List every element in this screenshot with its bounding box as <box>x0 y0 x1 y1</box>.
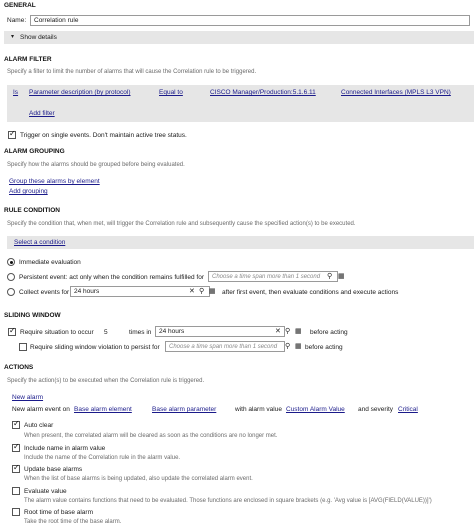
evaluate-value-description: The alarm value contains functions that need to be evaluated. Those functions are enclosed in square brackets (e.g. 'Avg value is [AVG(FIELD(VALUE))]') <box>24 498 432 504</box>
include-name-label: Include name in alarm value <box>24 445 106 452</box>
require-violation-label: Require sliding window violation to persist for <box>30 344 160 351</box>
require-situation-checkbox[interactable] <box>8 328 16 336</box>
collect-events-label: Collect events for <box>19 289 70 296</box>
update-base-alarms-label: Update base alarms <box>24 466 83 473</box>
update-base-alarms-description: When the list of base alarms is being updated, also update the correlated alarm event. <box>24 476 253 482</box>
times-in-label: times in <box>129 329 152 336</box>
root-time-label: Root time of base alarm <box>24 509 94 516</box>
actions-heading: ACTIONS <box>4 364 34 371</box>
show-details-label: Show details <box>20 34 57 41</box>
severity-link[interactable]: Critical <box>398 406 418 413</box>
show-details-bar[interactable] <box>4 31 474 44</box>
alarm-filter-description: Specify a filter to limit the number of alarms that will cause the Correlation rule to be triggered. <box>7 69 257 75</box>
rule-condition-heading: RULE CONDITION <box>4 207 60 214</box>
calendar-icon[interactable]: ▦ <box>295 327 302 335</box>
chevron-down-icon: ▾ <box>11 33 15 40</box>
root-time-description: Take the root time of the base alarm. <box>24 519 122 525</box>
general-heading: GENERAL <box>4 2 36 9</box>
add-grouping-link[interactable]: Add grouping <box>9 188 48 195</box>
violation-timespan-input[interactable]: Choose a time span more than 1 second <box>165 341 285 352</box>
new-alarm-event-label: New alarm event on <box>12 406 70 413</box>
custom-alarm-value-link[interactable]: Custom Alarm Value <box>286 406 345 413</box>
collect-events-radio[interactable] <box>7 288 15 296</box>
filter-target-link[interactable]: Connected Interfaces (MPLS L3 VPN) <box>341 89 451 96</box>
base-alarm-parameter-link[interactable]: Base alarm parameter <box>152 406 217 413</box>
alarm-filter-heading: ALARM FILTER <box>4 56 52 63</box>
collect-events-input[interactable]: 24 hours <box>70 286 210 297</box>
filter-field-link[interactable]: Parameter description (by protocol) <box>29 89 131 96</box>
persistent-timespan-input[interactable]: Choose a time span more than 1 second <box>208 271 338 282</box>
group-by-element-link[interactable]: Group these alarms by element <box>9 178 100 185</box>
occurrence-count[interactable]: 5 <box>104 329 108 336</box>
filter-is-link[interactable]: Is <box>13 89 19 96</box>
persistent-event-label: Persistent event: act only when the condition remains fulfilled for <box>19 274 204 281</box>
with-alarm-value-label: with alarm value <box>235 406 282 413</box>
name-label: Name: <box>7 17 27 24</box>
trigger-single-label: Trigger on single events. Don't maintain active tree status. <box>20 132 187 139</box>
collect-events-suffix: after first event, then evaluate conditions and execute actions <box>222 289 399 296</box>
search-icon[interactable]: ⚲ <box>199 287 205 295</box>
calendar-icon[interactable]: ▦ <box>338 272 345 280</box>
select-condition-link[interactable]: Select a condition <box>14 239 66 246</box>
add-filter-link[interactable]: Add filter <box>29 110 55 117</box>
include-name-checkbox[interactable] <box>12 444 20 452</box>
alarm-grouping-heading: ALARM GROUPING <box>4 148 65 155</box>
immediate-evaluation-label: Immediate evaluation <box>19 259 81 266</box>
rule-condition-description: Specify the condition that, when met, will trigger the Correlation rule and subsequently cause the specified action(s) to be executed. <box>7 221 356 227</box>
auto-clear-checkbox[interactable] <box>12 421 20 429</box>
actions-description: Specify the action(s) to be executed when the Correlation rule is triggered. <box>7 378 205 384</box>
evaluate-value-label: Evaluate value <box>24 488 67 495</box>
before-acting-label: before acting <box>310 329 348 336</box>
root-time-checkbox[interactable] <box>12 508 20 516</box>
filter-value-link[interactable]: CISCO Manager/Production:5.1.6.11 <box>210 89 316 96</box>
calendar-icon[interactable]: ▦ <box>295 342 302 350</box>
evaluate-value-checkbox[interactable] <box>12 487 20 495</box>
sliding-window-input[interactable]: 24 hours <box>155 326 285 337</box>
require-violation-checkbox[interactable] <box>19 343 27 351</box>
immediate-evaluation-radio[interactable] <box>7 258 15 266</box>
new-alarm-link[interactable]: New alarm <box>12 394 44 401</box>
filter-operator-link[interactable]: Equal to <box>159 89 183 96</box>
search-icon[interactable]: ⚲ <box>285 342 291 350</box>
select-condition-bar <box>7 236 474 249</box>
clear-icon[interactable]: ✕ <box>189 287 195 295</box>
name-input[interactable]: Correlation rule <box>30 15 470 26</box>
calendar-icon[interactable]: ▦ <box>209 287 216 295</box>
include-name-description: Include the name of the Correlation rule in the alarm value. <box>24 455 181 461</box>
clear-icon[interactable]: ✕ <box>275 327 281 335</box>
trigger-single-checkbox[interactable] <box>8 131 16 139</box>
require-situation-label: Require situation to occur <box>20 329 94 336</box>
base-alarm-element-link[interactable]: Base alarm element <box>74 406 132 413</box>
persistent-event-radio[interactable] <box>7 273 15 281</box>
search-icon[interactable]: ⚲ <box>327 272 333 280</box>
auto-clear-description: When present, the correlated alarm will be cleared as soon as the conditions are no longer met. <box>24 433 278 439</box>
alarm-grouping-description: Specify how the alarms should be grouped before being evaluated. <box>7 162 185 168</box>
before-acting-label-2: before acting <box>305 344 343 351</box>
auto-clear-label: Auto clear <box>24 422 54 429</box>
and-severity-label: and severity <box>358 406 394 413</box>
sliding-window-heading: SLIDING WINDOW <box>4 312 61 319</box>
search-icon[interactable]: ⚲ <box>285 327 291 335</box>
update-base-alarms-checkbox[interactable] <box>12 465 20 473</box>
